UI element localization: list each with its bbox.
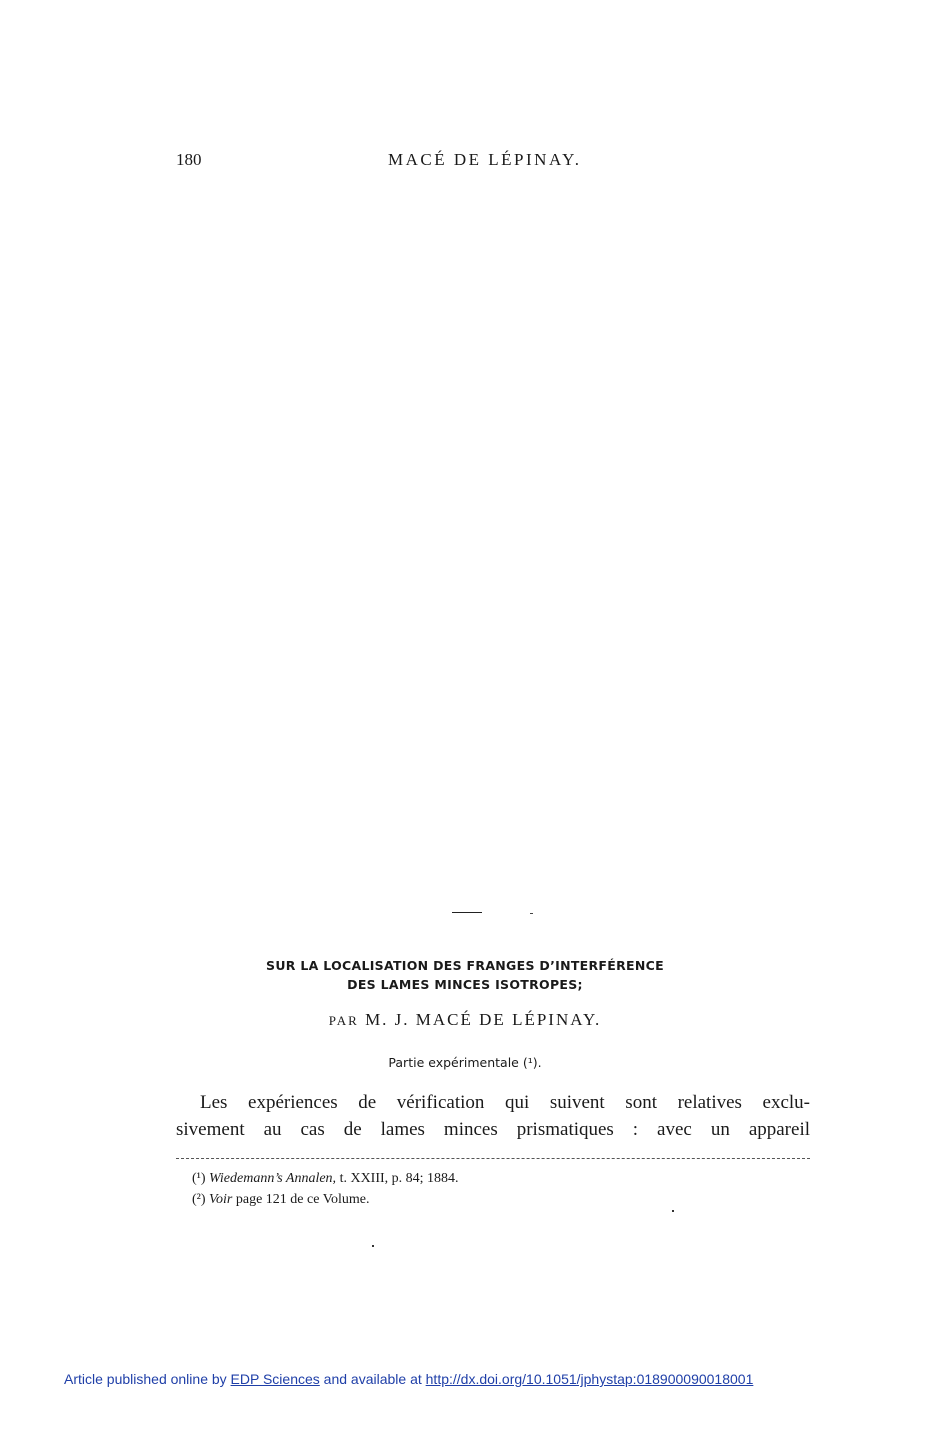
page-number: 180 bbox=[176, 150, 202, 169]
publisher-link[interactable]: EDP Sciences bbox=[230, 1371, 320, 1387]
byline-par: PAR bbox=[328, 1013, 359, 1028]
scan-speck bbox=[672, 1210, 674, 1212]
section-divider bbox=[452, 912, 482, 913]
footnote-italic: Wiedemann’s Annalen, bbox=[209, 1171, 337, 1186]
footer-prefix: Article published online by bbox=[64, 1371, 227, 1387]
running-title: MACÉ DE LÉPINAY. bbox=[388, 150, 582, 169]
section-subtitle: Partie expérimentale (¹). bbox=[388, 1055, 542, 1070]
scan-speck bbox=[372, 1245, 374, 1247]
footnote-italic: Voir bbox=[209, 1192, 233, 1207]
byline-author: M. J. MACÉ DE LÉPINAY. bbox=[365, 1010, 602, 1029]
footnote-1 bbox=[192, 1171, 459, 1187]
body-text-line-2: sivement au cas de lames minces prismatiques : avec un appareil bbox=[176, 1119, 810, 1140]
body-text-line-1: Les expériences de vérification qui suivent sont relatives exclu- bbox=[200, 1092, 810, 1113]
footer-middle: and available at bbox=[323, 1371, 422, 1387]
article-title-line-2: DES LAMES MINCES ISOTROPES; bbox=[347, 977, 583, 992]
footnote-mark: (¹) bbox=[192, 1171, 206, 1186]
footnote-2 bbox=[192, 1192, 370, 1208]
publication-footer bbox=[64, 1371, 753, 1387]
footnote-separator bbox=[176, 1158, 810, 1159]
divider-dot bbox=[530, 913, 533, 914]
footnote-text: t. XXIII, p. 84; 1884. bbox=[339, 1171, 459, 1186]
article-title-line-1: SUR LA LOCALISATION DES FRANGES D’INTERFÉRENCE bbox=[266, 958, 664, 973]
footnote-text: page 121 de ce Volume. bbox=[235, 1192, 370, 1207]
footnote-mark: (²) bbox=[192, 1192, 206, 1207]
byline bbox=[0, 1010, 930, 1030]
doi-link[interactable]: http://dx.doi.org/10.1051/jphystap:018900090018001 bbox=[425, 1371, 754, 1387]
